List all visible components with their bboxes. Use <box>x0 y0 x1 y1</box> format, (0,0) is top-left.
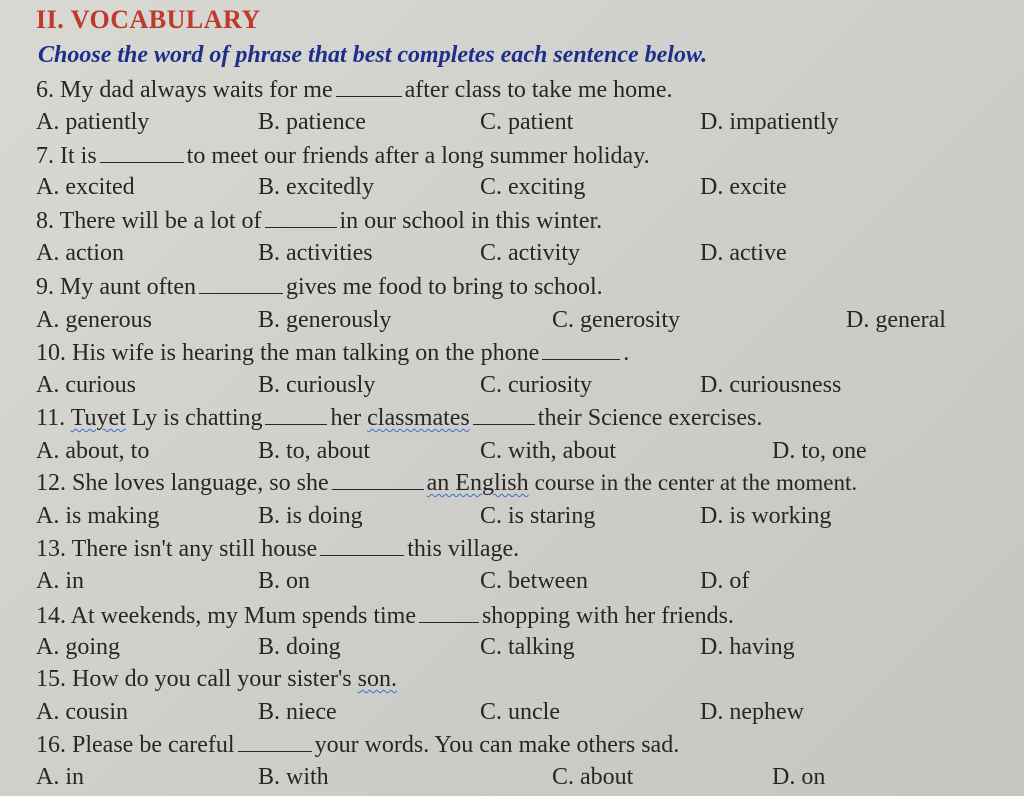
section-heading: II. VOCABULARY <box>36 5 261 34</box>
question-7: 7. It is to meet our friends after a long summer holiday. <box>36 143 650 169</box>
option-a: A. in <box>36 764 84 790</box>
option-a: A. curious <box>36 372 136 398</box>
option-c: C. about <box>552 764 634 790</box>
question-11: 11. Tuyet Ly is chatting her classmates their Science exercises. <box>36 405 763 431</box>
option-d: D. curiousness <box>700 372 842 398</box>
option-c: C. curiosity <box>480 372 592 398</box>
option-d: D. on <box>772 764 826 790</box>
option-d: D. of <box>700 568 750 594</box>
answer-blank <box>265 404 327 425</box>
option-c: C. with, about <box>480 438 616 464</box>
option-b: B. on <box>258 568 311 594</box>
answer-blank <box>332 469 424 490</box>
option-d: D. impatiently <box>700 109 839 135</box>
option-d: D. to, one <box>772 438 867 464</box>
answer-blank <box>419 602 479 623</box>
answer-blank <box>100 142 184 163</box>
option-d: D. nephew <box>700 699 804 725</box>
answer-blank <box>265 207 337 228</box>
answer-blank <box>473 404 535 425</box>
option-a: A. is making <box>36 503 160 529</box>
option-b: B. patience <box>258 109 366 135</box>
option-b: B. with <box>258 764 329 790</box>
option-b: B. to, about <box>258 438 370 464</box>
option-c: C. between <box>480 568 588 594</box>
option-b: B. curiously <box>258 372 376 398</box>
option-d: D. having <box>700 634 795 660</box>
option-b: B. generously <box>258 307 392 333</box>
option-a: A. generous <box>36 307 152 333</box>
option-b: B. is doing <box>258 503 363 529</box>
question-12: 12. She loves language, so she an English course in the center at the moment. <box>36 470 858 496</box>
answer-blank <box>320 535 404 556</box>
option-a: A. about, to <box>36 438 150 464</box>
option-d: D. excite <box>700 174 787 200</box>
option-c: C. uncle <box>480 699 560 725</box>
option-a: A. excited <box>36 174 135 200</box>
option-c: C. activity <box>480 240 580 266</box>
question-9: 9. My aunt often gives me food to bring to school. <box>36 274 603 300</box>
answer-blank <box>238 731 312 752</box>
answer-blank <box>542 339 620 360</box>
option-a: A. patiently <box>36 109 150 135</box>
instruction-text: Choose the word of phrase that best completes each sentence below. <box>38 42 708 68</box>
option-c: C. exciting <box>480 174 586 200</box>
option-b: B. excitedly <box>258 174 374 200</box>
question-16: 16. Please be careful your words. You can make others sad. <box>36 732 680 758</box>
option-a: A. going <box>36 634 120 660</box>
option-a: A. action <box>36 240 124 266</box>
option-d: D. general <box>846 307 946 333</box>
answer-blank <box>199 273 283 294</box>
option-c: C. is staring <box>480 503 596 529</box>
question-13: 13. There isn't any still house this village. <box>36 536 520 562</box>
question-14: 14. At weekends, my Mum spends time shopping with her friends. <box>36 603 734 629</box>
option-c: C. generosity <box>552 307 680 333</box>
question-15: 15. How do you call your sister's son. <box>36 666 397 692</box>
option-b: B. doing <box>258 634 341 660</box>
question-6: 6. My dad always waits for me after class to take me home. <box>36 77 673 103</box>
question-10: 10. His wife is hearing the man talking on the phone . <box>36 340 630 366</box>
option-d: D. is working <box>700 503 832 529</box>
option-d: D. active <box>700 240 787 266</box>
option-b: B. activities <box>258 240 373 266</box>
option-c: C. talking <box>480 634 575 660</box>
question-8: 8. There will be a lot of in our school in this winter. <box>36 208 603 234</box>
answer-blank <box>336 76 402 97</box>
option-b: B. niece <box>258 699 337 725</box>
option-a: A. cousin <box>36 699 128 725</box>
option-a: A. in <box>36 568 84 594</box>
option-c: C. patient <box>480 109 574 135</box>
